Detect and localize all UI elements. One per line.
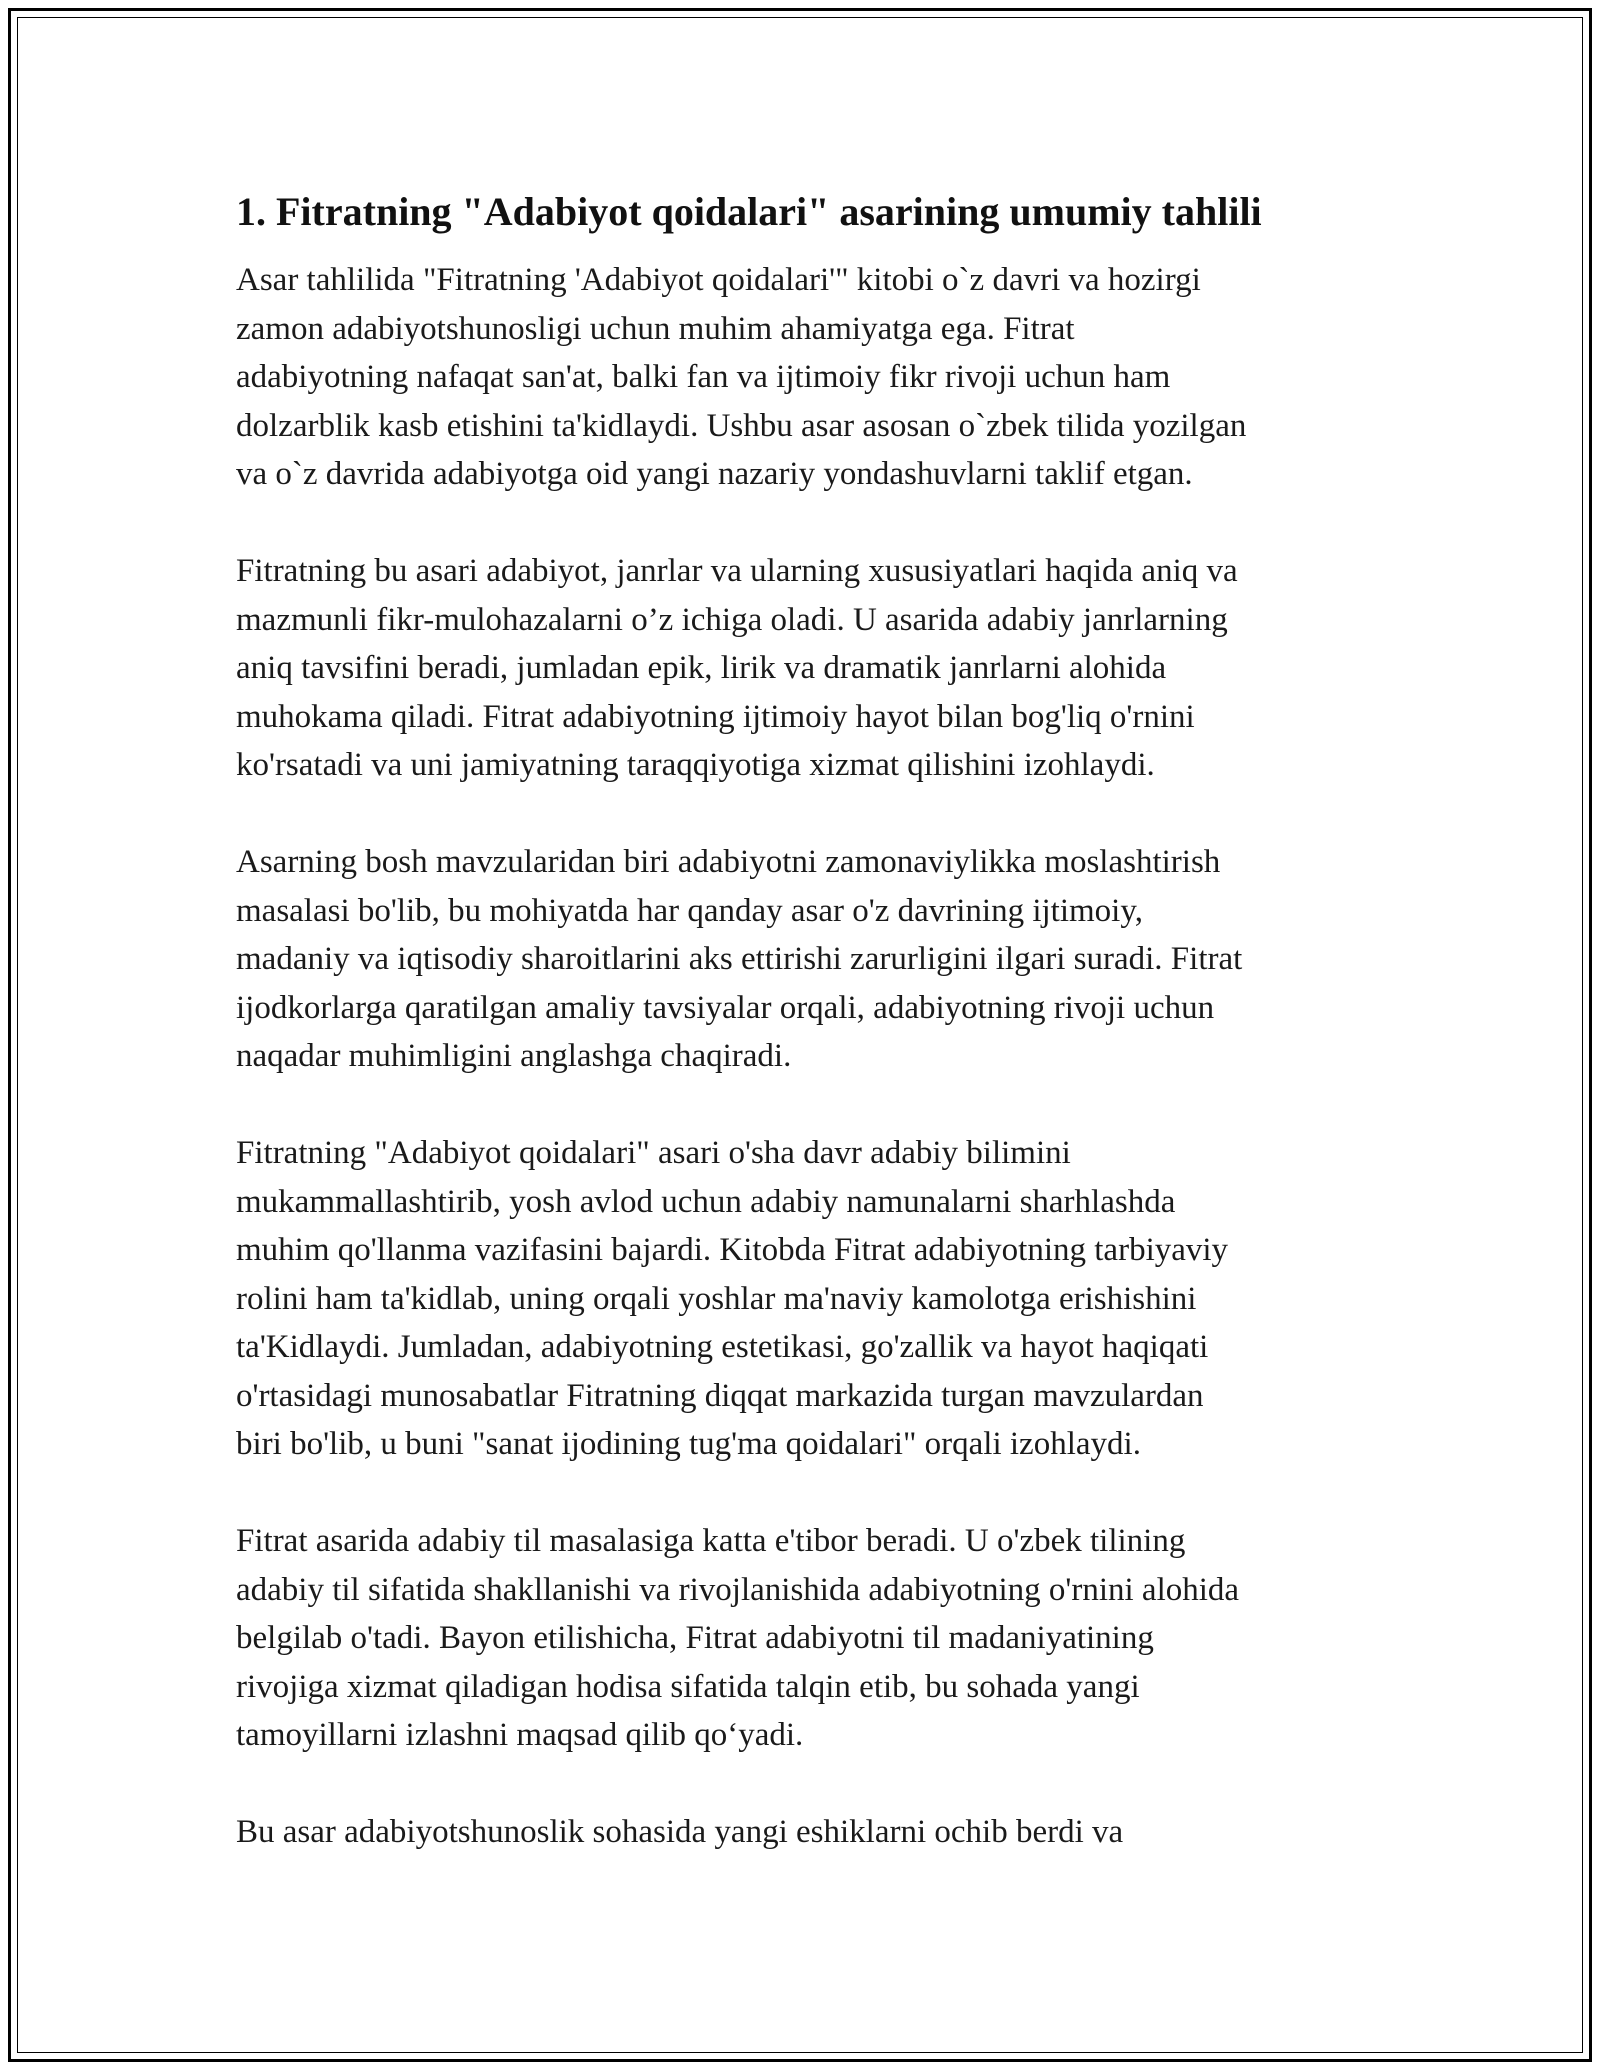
text-line: Fitratning bu asari adabiyot, janrlar va ularning xususiyatlari haqida aniq va [236, 553, 1238, 589]
text-line: o'rtasidagi munosabatlar Fitratning diqqat markazida turgan mavzulardan [236, 1377, 1204, 1414]
section-heading: 1. Fitratning "Adabiyot qoidalari" asarining umumiy tahlili [236, 189, 1262, 234]
text-line: aniq tavsifini beradi, jumladan epik, lirik va dramatik janrlarni alohida [236, 650, 1167, 686]
paragraph [236, 838, 1376, 1081]
text-line: Bu asar adabiyotshunoslik sohasida yangi eshiklarni ochib berdi va [236, 1814, 1124, 1850]
text-line: belgilab o'tadi. Bayon etilishicha, Fitrat adabiyotni til madaniyatining [236, 1620, 1154, 1656]
text-line: Fitratning "Adabiyot qoidalari" asari o'sha davr adabiy bilimini [236, 1135, 1071, 1171]
paragraph [236, 1517, 1376, 1760]
text-line: dolzarblik kasb etishini ta'kidlaydi. Ushbu asar asosan o`zbek tilida yozilgan [236, 407, 1247, 444]
text-line: muhim qo'llanma vazifasini bajardi. Kitobda Fitrat adabiyotning tarbiyaviy [236, 1232, 1229, 1268]
paragraph [236, 256, 1376, 499]
text-line: tamoyillarni izlashni maqsad qilib qo‘yadi. [236, 1717, 804, 1753]
text-line: masalasi bo'lib, bu mohiyatda har qanday asar o'z davrining ijtimoiy, [236, 892, 1143, 929]
text-line: Asarning bosh mavzularidan biri adabiyotni zamonaviylikka moslashtirish [236, 844, 1221, 880]
text-line: naqadar muhimligini anglashga chaqiradi. [236, 1038, 792, 1074]
text-line: muhokama qiladi. Fitrat adabiyotning ijtimoiy hayot bilan bog'liq o'rnini [236, 698, 1195, 735]
text-line: va o`z davrida adabiyotga oid yangi nazariy yondashuvlarni taklif etgan. [236, 456, 1193, 492]
text-line: rivojiga xizmat qiladigan hodisa sifatida talqin etib, bu sohada yangi [236, 1668, 1140, 1705]
text-line: ko'rsatadi va uni jamiyatning taraqqiyotiga xizmat qilishini izohlaydi. [236, 747, 1155, 783]
text-line: adabiy til sifatida shakllanishi va rivojlanishida adabiyotning o'rnini alohida [236, 1571, 1240, 1608]
text-line: adabiyotning nafaqat san'at, balki fan va ijtimoiy fikr rivoji uchun ham [236, 359, 1171, 395]
text-line: Asar tahlilida "Fitratning 'Adabiyot qoidalari'" kitobi o`z davri va hozirgi [236, 262, 1201, 298]
text-line: ijodkorlarga qaratilgan amaliy tavsiyalar orqali, adabiyotning rivoji uchun [236, 989, 1215, 1026]
text-line: Fitrat asarida adabiy til masalasiga katta e'tibor beradi. U o'zbek tilining [236, 1523, 1186, 1559]
paragraph-list [236, 256, 1376, 1857]
text-line: mazmunli fikr-mulohazalarni o’z ichiga oladi. U asarida adabiy janrlarning [236, 601, 1228, 638]
text-line: biri bo'lib, u buni "sanat ijodining tug'ma qoidalari" orqali izohlaydi. [236, 1426, 1141, 1462]
paragraph [236, 547, 1376, 790]
document-body [236, 186, 1376, 1905]
paragraph [236, 1129, 1376, 1469]
paragraph [236, 1808, 1376, 1857]
text-line: zamon adabiyotshunosligi uchun muhim ahamiyatga ega. Fitrat [236, 310, 1075, 347]
text-line: rolini ham ta'kidlab, uning orqali yoshlar ma'naviy kamolotga erishishini [236, 1280, 1197, 1317]
text-line: mukammallashtirib, yosh avlod uchun adabiy namunalarni sharhlashda [236, 1183, 1176, 1220]
text-line: ta'Kidlaydi. Jumladan, adabiyotning estetikasi, go'zallik va hayot haqiqati [236, 1329, 1209, 1365]
text-line: madaniy va iqtisodiy sharoitlarini aks ettirishi zarurligini ilgari suradi. Fitrat [236, 941, 1243, 977]
